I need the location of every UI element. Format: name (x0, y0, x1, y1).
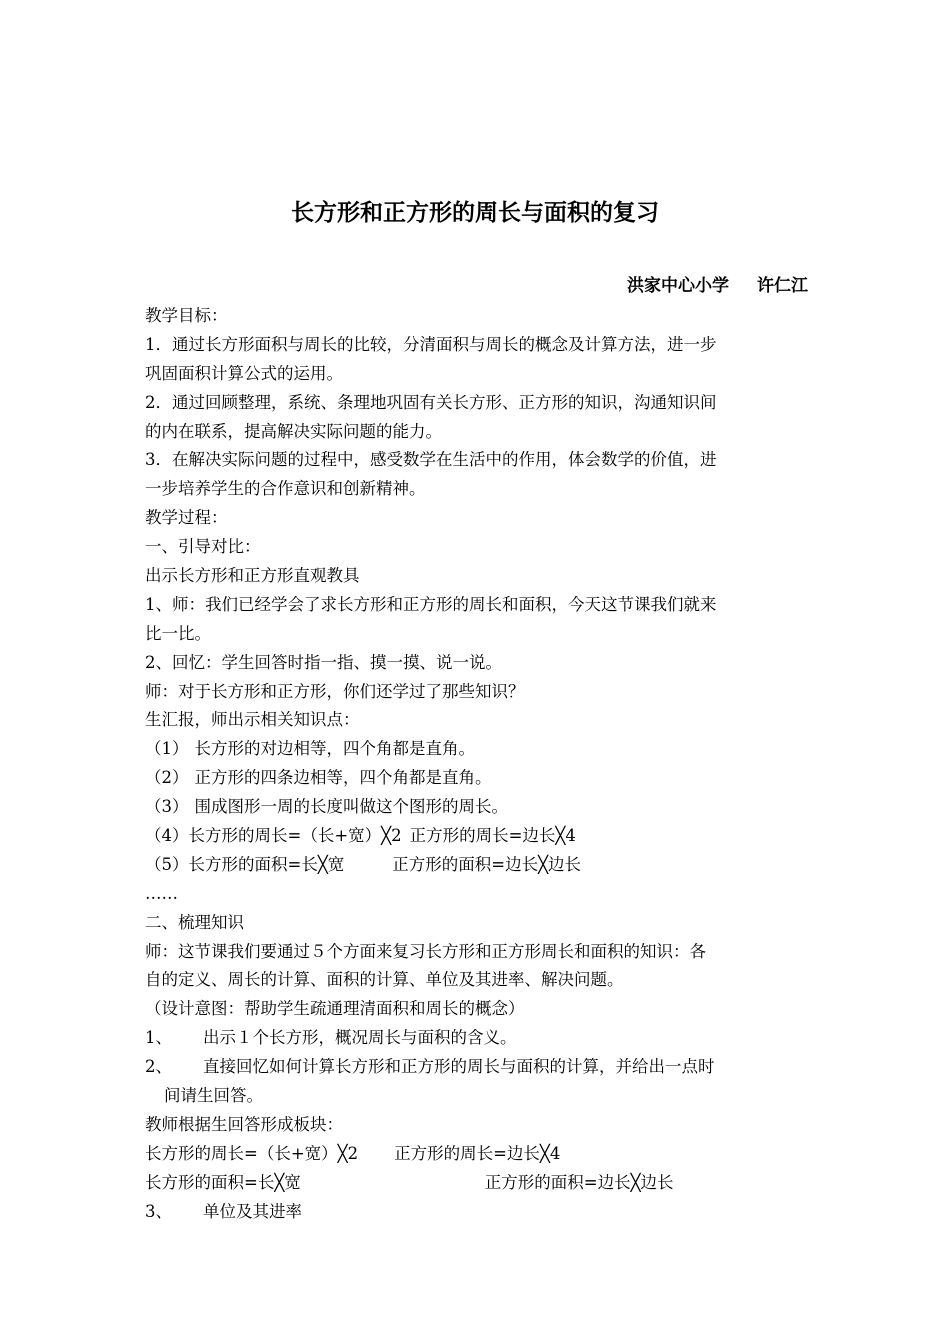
text-line: 教学过程： (145, 508, 228, 528)
list-number: （2） (145, 768, 189, 788)
text-line: 的内在联系，提高解决实际问题的能力。 (145, 421, 442, 441)
list-number: （1） (145, 739, 189, 759)
text-line: 3．在解决实际问题的过程中，感受数学在生活中的作用，体会数学的价值，进 (145, 450, 717, 470)
text-line: 教师根据生回答形成板块： (145, 1114, 343, 1134)
text-line: 2、回忆：学生回答时指一指、摸一摸、说一说。 (145, 652, 502, 672)
list-text: 围成图形一周的长度叫做这个图形的周长。 (194, 797, 508, 817)
document-body (145, 302, 809, 1227)
list-text: 直接回忆如何计算长方形和正方形的周长与面积的计算，并给出一点时 (203, 1057, 715, 1077)
section-heading: 二、梳理知识 (145, 912, 244, 932)
text-line: 巩固面积计算公式的运用。 (145, 363, 343, 383)
list-item (145, 793, 809, 822)
formula-text: 正方形的面积=边长╳边长 (484, 1172, 674, 1192)
text-line: 比一比。 (145, 623, 211, 643)
list-item (145, 851, 809, 880)
formula-text: 正方形的面积=边长╳边长 (392, 854, 582, 874)
author-name: 许仁江 (757, 276, 808, 296)
list-item (145, 1053, 809, 1082)
author-school: 洪家中心小学 (627, 276, 729, 296)
text-line: 一、引导对比： (145, 537, 261, 557)
text-line: 出示长方形和正方形直观教具 (145, 566, 360, 586)
list-text: 单位及其进率 (203, 1201, 302, 1221)
formula-line (145, 1140, 809, 1169)
list-item (145, 1024, 809, 1053)
list-item (145, 1198, 809, 1227)
text-line: 2．通过回顾整理，系统、条理地巩固有关长方形、正方形的知识，沟通知识间 (145, 392, 717, 412)
text-line: 间请生回答。 (164, 1086, 263, 1106)
formula-text: 长方形的周长=（长+宽）╳2 (145, 1143, 359, 1163)
list-text: 正方形的四条边相等，四个角都是直角。 (194, 768, 492, 788)
list-number: 3、 (145, 1201, 172, 1221)
formula-line (145, 1169, 809, 1198)
formula-text: （5）长方形的面积=长╳宽 (145, 854, 345, 874)
list-number: 1、 (145, 1028, 172, 1048)
text-line: 1．通过长方形面积与周长的比较，分清面积与周长的概念及计算方法，进一步 (145, 334, 717, 354)
formula-text: （4）长方形的周长=（长+宽）╳2 (145, 826, 402, 846)
formula-text: 长方形的面积=长╳宽 (145, 1172, 301, 1192)
list-item (145, 764, 809, 793)
text-line: 自的定义、周长的计算、面积的计算、单位及其进率、解决问题。 (145, 970, 624, 990)
list-text: 长方形的对边相等，四个角都是直角。 (194, 739, 475, 759)
author-line (627, 272, 808, 300)
list-number: 2、 (145, 1057, 172, 1077)
text-line: 师：对于长方形和正方形，你们还学过了那些知识？ (145, 681, 525, 701)
document-title: 长方形和正方形的周长与面积的复习 (291, 200, 659, 226)
list-item (145, 735, 809, 764)
list-item (145, 822, 809, 851)
list-text: 出示１个长方形，概况周长与面积的含义。 (203, 1028, 517, 1048)
text-line: 教学目标： (145, 306, 228, 325)
text-line: 1、师：我们已经学会了求长方形和正方形的周长和面积，今天这节课我们就来 (145, 594, 717, 614)
formula-text: 正方形的周长=边长╳4 (394, 1143, 561, 1163)
text-line: 生汇报，师出示相关知识点： (145, 710, 360, 730)
text-line: （设计意图：帮助学生疏通理清面积和周长的概念） (145, 999, 525, 1019)
text-line: 一步培养学生的合作意识和创新精神。 (145, 479, 426, 499)
list-number: （3） (145, 797, 189, 817)
text-line: 师：这节课我们要通过５个方面来复习长方形和正方形周长和面积的知识：各 (145, 941, 706, 961)
formula-text: 正方形的周长=边长╳4 (409, 826, 576, 846)
ellipsis-text: …… (145, 883, 178, 903)
